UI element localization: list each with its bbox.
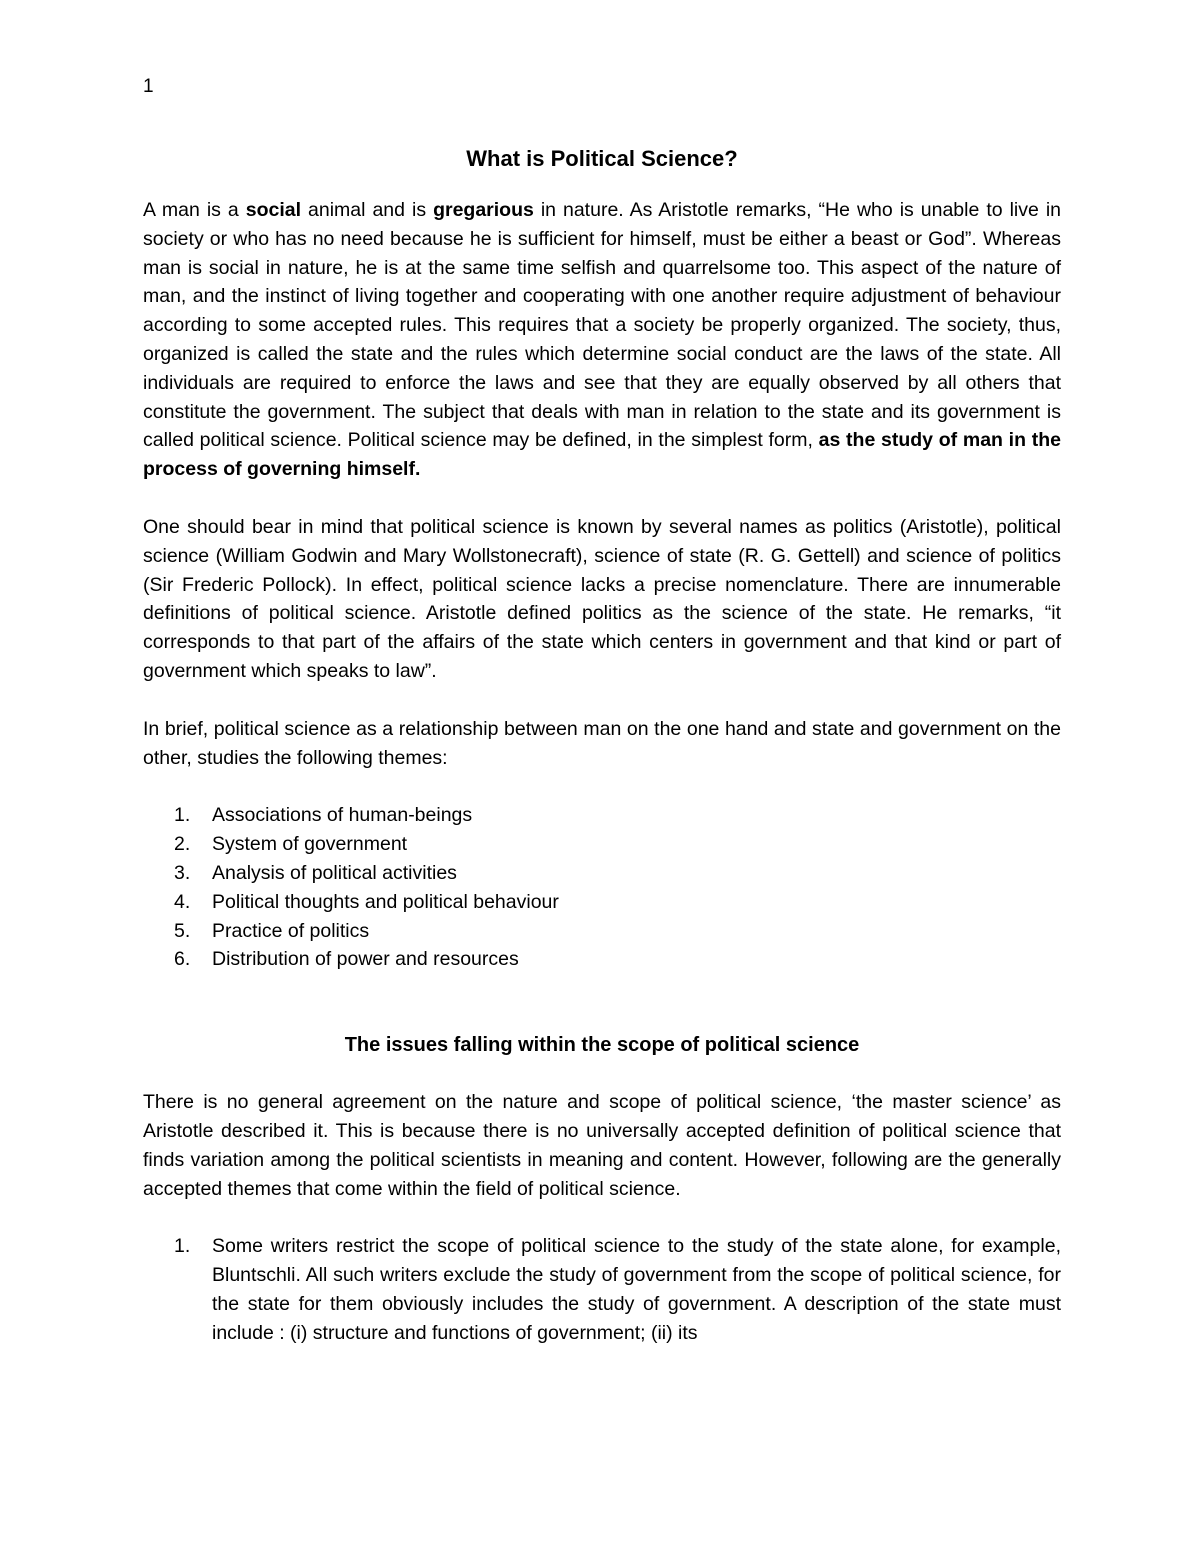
intro-text-2: animal and is	[301, 199, 434, 221]
intro-text-1: A man is a	[143, 199, 246, 221]
themes-list	[143, 801, 1061, 974]
brief-paragraph: In brief, political science as a relationship between man on the one hand and state and government on the other, studies the following themes:	[143, 717, 1061, 769]
names-paragraph: One should bear in mind that political science is known by several names as politics (Aristotle), political science (William Godwin and Mary Wollstonecraft), science of state (R. G. Gettell) and science of politics (Sir Frederic Pollock). In effect, political science lacks a precise nomenclature. There are innumerable definitions of political science. Aristotle defined politics as the science of the state. He remarks, “it corresponds to that part of the affairs of the state which centers in government and that kind or part of government which speaks to law”.	[143, 515, 1061, 682]
list-item-text: Distribution of power and resources	[212, 948, 519, 971]
list-item-number: 1.	[174, 1235, 191, 1258]
intro-bold-definition: as the study of man in the process of governing himself.	[143, 429, 1061, 481]
list-item	[174, 945, 1061, 974]
list-item-text: System of government	[212, 833, 408, 856]
list-item	[174, 859, 1061, 888]
scope-paragraph: There is no general agreement on the nature and scope of political science, ‘the master science’ as Aristotle described it. This is because there is no universally accepted definition of political science that finds variation among the political scientists in meaning and content. However, following are the generally accepted themes that come within the field of political science.	[143, 1091, 1061, 1200]
list-item-number: 4.	[174, 890, 191, 913]
intro-text-3: in nature. As Aristotle remarks, “He who is unable to live in society or who has no need because he is sufficient for himself, must be either a beast or God”. Whereas man is social in nature, he is at the same time selfish and quarrelsome too. This aspect of the nature of man, and the instinct of living together and cooperating with one another require adjustment of behaviour according to some accepted rules. This requires that a society be properly organized. The society, thus, organized is called the state and the rules which determine social conduct are the laws of the state. All individuals are required to enforce the laws and see that they are equally observed by all others that constitute the government. The subject that deals with man in relation to the state and its government is called political science. Political science may be defined, in the simplest form,	[143, 199, 1061, 452]
list-item-text: Practice of politics	[212, 919, 370, 942]
document-title: What is Political Science?	[466, 146, 738, 171]
intro-bold-gregarious: gregarious	[433, 199, 534, 221]
list-item-number: 2.	[174, 833, 191, 856]
list-item	[174, 1232, 1061, 1347]
list-item	[174, 830, 1061, 859]
list-item-text: Political thoughts and political behaviour	[212, 890, 559, 913]
list-item-number: 3.	[174, 861, 191, 884]
list-item-text: Associations of human-beings	[212, 804, 473, 827]
list-item-number: 5.	[174, 919, 191, 942]
list-item-number: 1.	[174, 804, 191, 827]
list-item	[174, 917, 1061, 946]
scope-heading: The issues falling within the scope of political science	[344, 1034, 860, 1057]
intro-bold-social: social	[245, 199, 302, 221]
page-number: 1	[143, 76, 154, 97]
list-item	[174, 801, 1061, 830]
list-item-text: Analysis of political activities	[212, 861, 457, 884]
document-body	[143, 142, 1061, 1348]
list-item-number: 6.	[174, 948, 191, 971]
intro-paragraph	[143, 196, 1061, 484]
scope-list	[143, 1232, 1061, 1347]
list-item	[174, 888, 1061, 917]
list-item-text: Some writers restrict the scope of political science to the study of the state alone, for example, Bluntschli. All such writers exclude the study of government from the scope of political science, for the state for them obviously includes the study of government. A description of the state must include : (i) structure and functions of government; (ii) its	[212, 1235, 1061, 1344]
